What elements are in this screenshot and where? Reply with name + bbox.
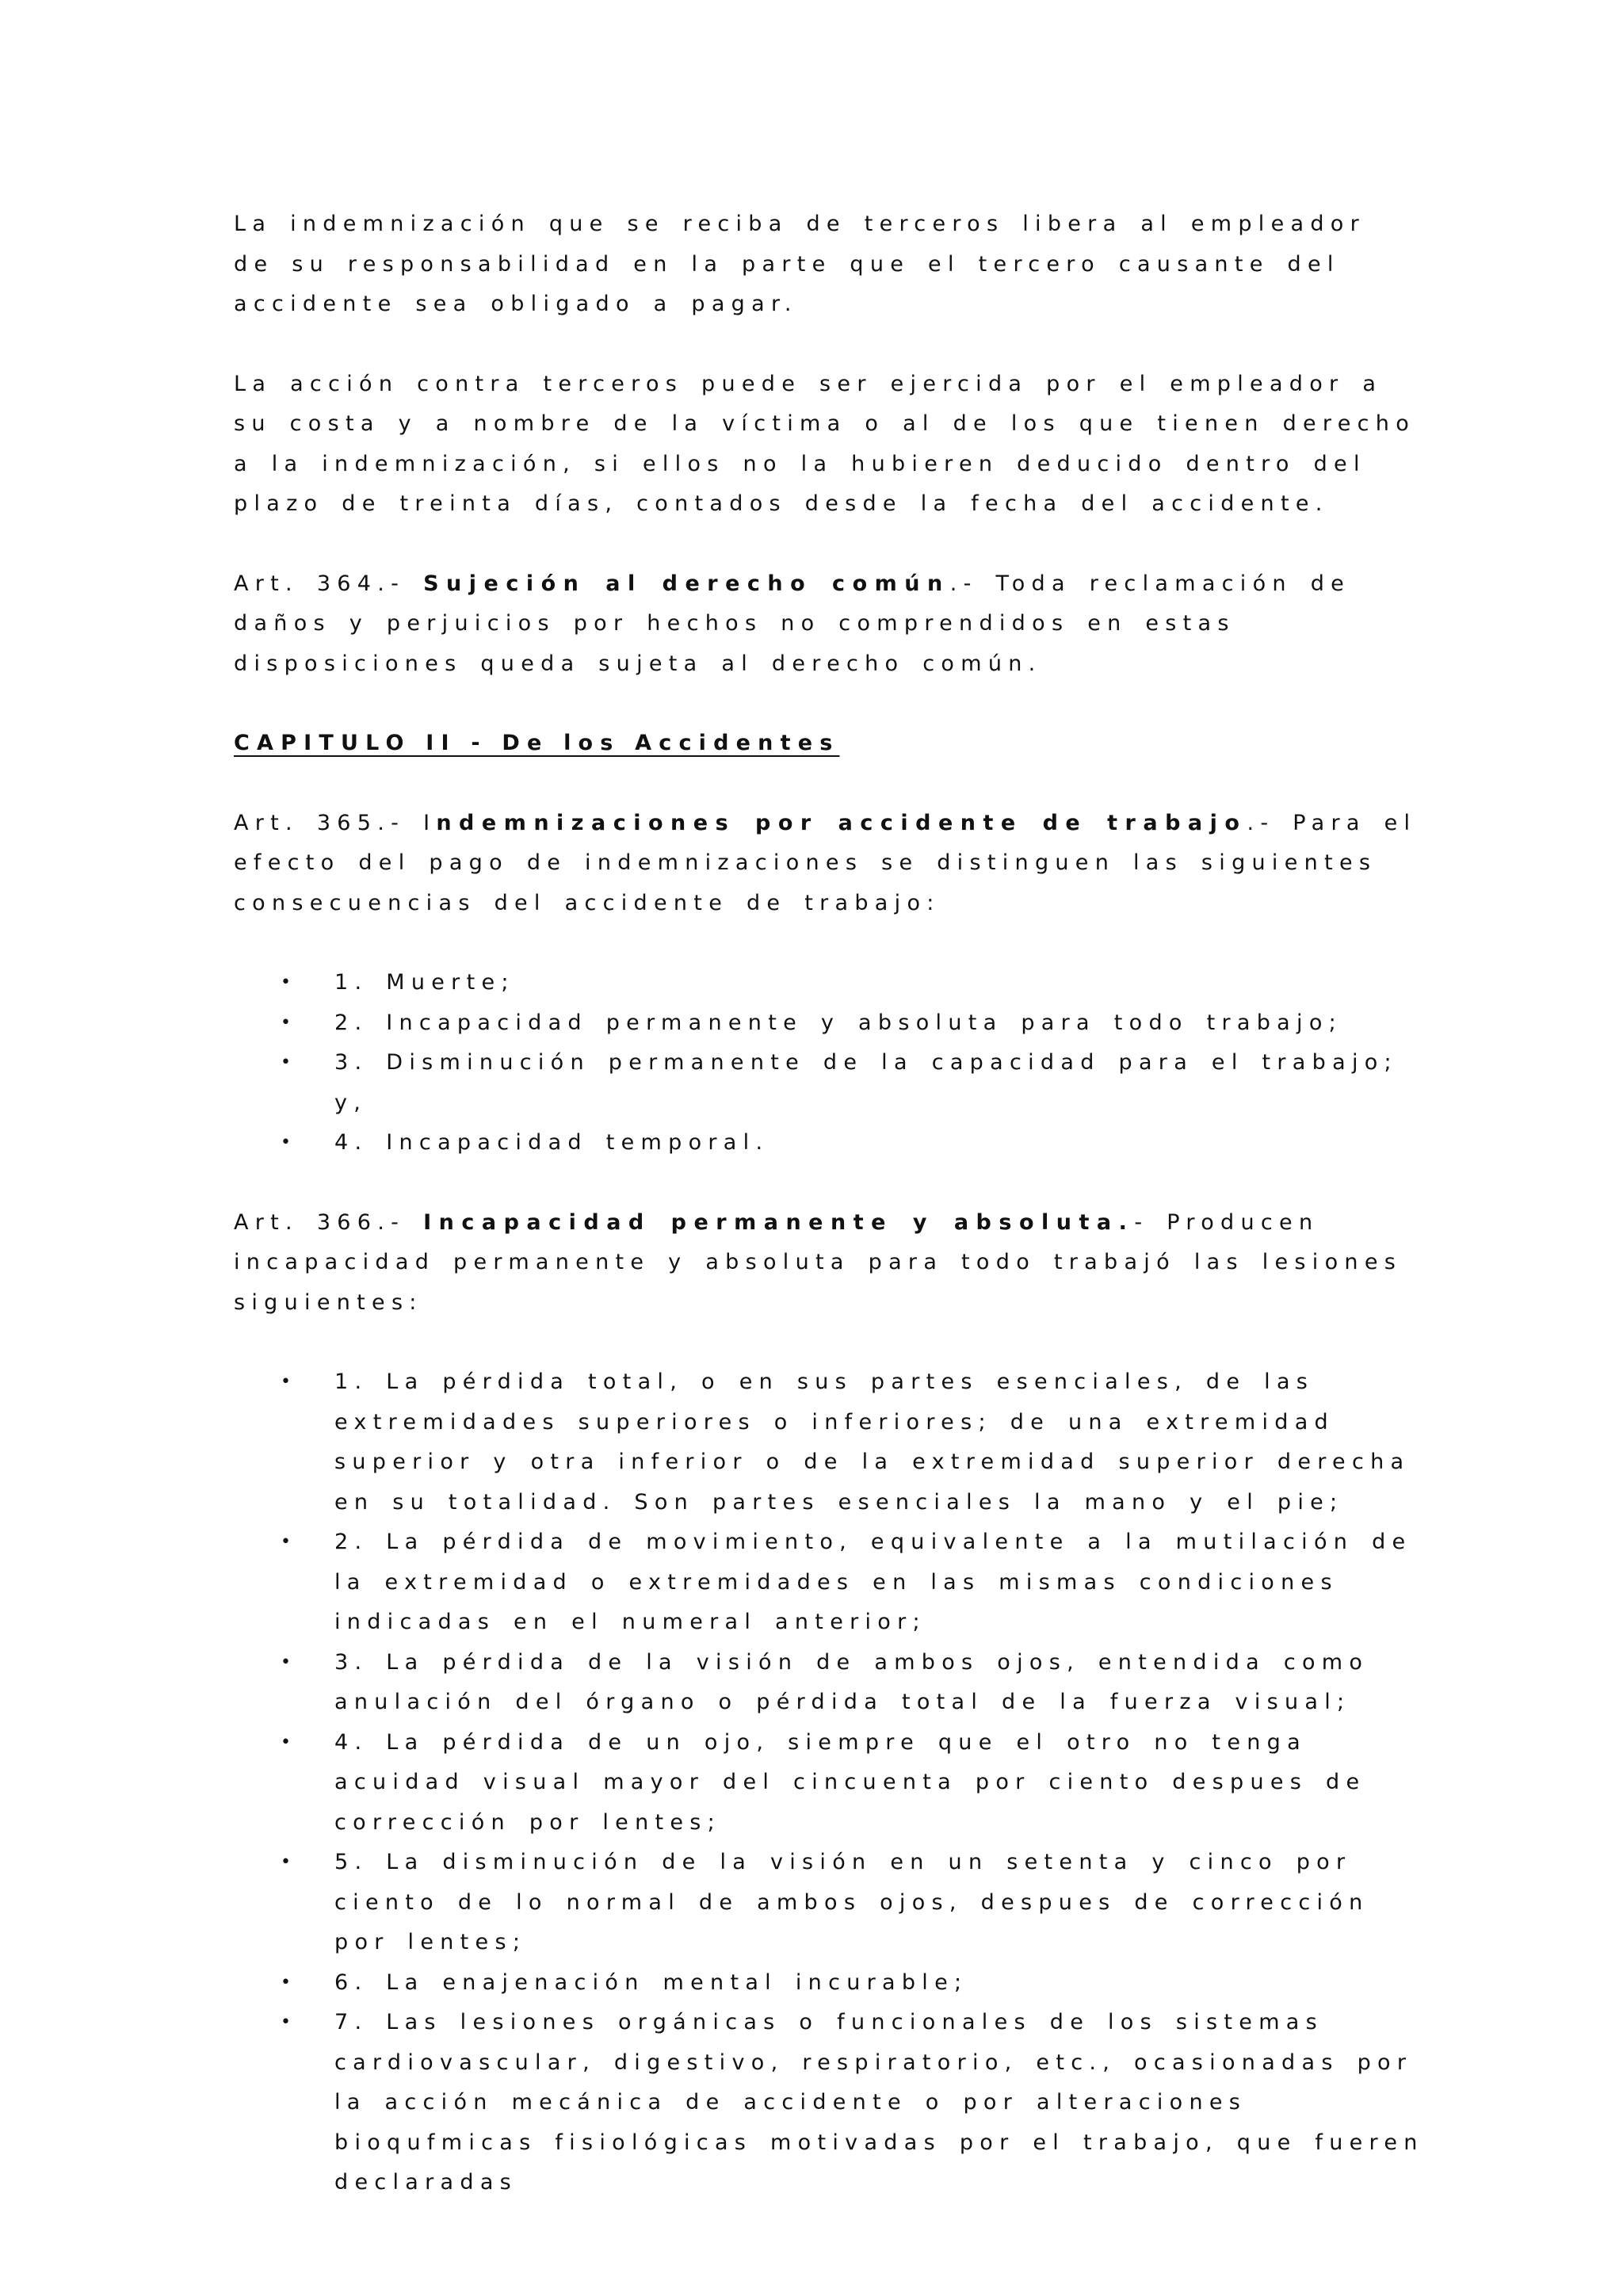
article-364 <box>234 564 1423 685</box>
list-item: • 2. La pérdida de movimiento, equivalente a la mutilación de la extremidad o extremidades en las mismas condiciones indicadas en el numeral anterior; <box>334 1522 1428 1643</box>
article-364-number: Art. 364.- <box>234 571 424 596</box>
article-365-number: Art. 365.- I <box>234 810 437 835</box>
list-item: • 7. Las lesiones orgánicas o funcionales de los sistemas cardiovascular, digestivo, respiratorio, etc., ocasionadas por la acción mecánica de accidente o por alteraciones bioqufmicas fisiológicas motivadas por el trabajo, que fueren declaradas <box>334 2003 1428 2203</box>
article-365-list <box>234 963 1423 1163</box>
article-366 <box>234 1203 1423 1324</box>
article-365-body: .- Para el efecto del pago de indemnizaciones se distinguen las siguientes consecuencias del accidente de trabajo: <box>234 810 1417 915</box>
bullet-icon: • <box>281 1732 291 1752</box>
article-366-body: - Producen incapacidad permanente y absoluta para todo trabajó las lesiones siguientes: <box>234 1209 1403 1315</box>
article-365-title: ndemnizaciones por accidente de trabajo <box>436 810 1247 835</box>
list-item: • 1. Muerte; <box>334 963 1423 1003</box>
list-item: • 3. Disminución permanente de la capacidad para el trabajo; y, <box>334 1043 1423 1123</box>
paragraph-third-party-indemnity: La indemnización que se reciba de terceros libera al empleador de su responsabilidad en la parte que el tercero causante del accidente sea obligado a pagar. <box>234 212 1366 316</box>
chapter-heading: CAPITULO II - De los Accidentes <box>234 731 840 755</box>
article-366-number: Art. 366.- <box>234 1209 424 1235</box>
bullet-icon: • <box>281 1133 291 1152</box>
list-item: • 5. La disminución de la visión en un setenta y cinco por ciento de lo normal de ambos ojos, despues de corrección por lentes; <box>334 1843 1428 1963</box>
bullet-icon: • <box>281 1372 291 1392</box>
paragraph-action-against-third-parties: La acción contra terceros puede ser ejercida por el empleador a su costa y a nombre de la víctima o al de los que tienen derecho a la indemnización, si ellos no la hubieren deducido dentro del plazo de treinta días, contados desde la fecha del accidente. <box>234 371 1416 516</box>
bullet-icon: • <box>281 1052 291 1072</box>
bullet-icon: • <box>281 2012 291 2032</box>
article-364-title: Sujeción al derecho común <box>423 571 950 596</box>
bullet-icon: • <box>281 972 291 992</box>
list-item: • 2. Incapacidad permanente y absoluta para todo trabajo; <box>334 1003 1423 1044</box>
article-364-body: .- Toda reclamación de daños y perjuicios por hechos no comprendidos en estas disposiciones queda sujeta al derecho común. <box>234 571 1351 676</box>
document-page <box>234 204 1423 2243</box>
article-366-list <box>234 1362 1423 2203</box>
bullet-icon: • <box>281 1972 291 1992</box>
list-item: • 3. La pérdida de la visión de ambos ojos, entendida como anulación del órgano o pérdida total de la fuerza visual; <box>334 1643 1428 1723</box>
bullet-icon: • <box>281 1852 291 1872</box>
list-item: • 1. La pérdida total, o en sus partes esenciales, de las extremidades superiores o inferiores; de una extremidad superior y otra inferior o de la extremidad superior derecha en su totalidad. Son partes esenciales la mano y el pie; <box>334 1362 1428 1522</box>
bullet-icon: • <box>281 1652 291 1672</box>
list-item: • 4. Incapacidad temporal. <box>334 1123 1423 1163</box>
article-365 <box>234 804 1423 924</box>
bullet-icon: • <box>281 1532 291 1552</box>
bullet-icon: • <box>281 1012 291 1033</box>
list-item: • 4. La pérdida de un ojo, siempre que el otro no tenga acuidad visual mayor del cincuenta por ciento despues de corrección por lentes; <box>334 1723 1428 1843</box>
article-366-title: Incapacidad permanente y absoluta. <box>423 1209 1135 1235</box>
list-item: • 6. La enajenación mental incurable; <box>334 1963 1428 2004</box>
